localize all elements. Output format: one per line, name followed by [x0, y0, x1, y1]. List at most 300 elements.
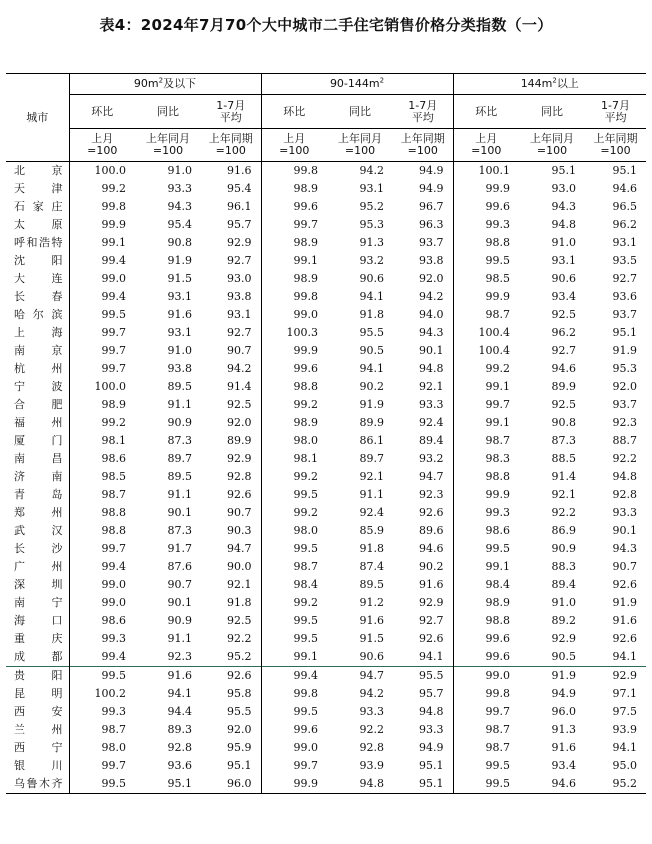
index-value: 90.8 — [167, 236, 192, 249]
index-value: 91.3 — [359, 236, 384, 249]
table-body — [6, 162, 646, 794]
index-value: 99.8 — [261, 162, 327, 181]
city-name: 杭州 — [14, 362, 63, 375]
city-name: 南宁 — [14, 596, 63, 609]
index-value: 99.7 — [261, 216, 327, 234]
index-value: 91.9 — [359, 398, 384, 411]
index-value: 95.1 — [135, 775, 201, 794]
index-value: 94.4 — [167, 705, 192, 718]
index-value: 96.3 — [419, 218, 444, 231]
index-value: 92.3 — [419, 488, 444, 501]
index-value: 99.2 — [453, 360, 519, 378]
index-value: 98.7 — [453, 432, 519, 450]
index-value: 90.0 — [227, 560, 252, 573]
subtype-header: 同比 — [327, 95, 393, 129]
index-value: 92.1 — [551, 488, 577, 501]
index-value: 92.8 — [359, 741, 384, 754]
index-value: 93.2 — [359, 254, 384, 267]
index-value: 93.2 — [419, 452, 444, 465]
index-value: 95.1 — [419, 759, 444, 772]
index-value: 93.0 — [227, 272, 252, 285]
index-value: 93.7 — [612, 398, 638, 411]
index-value: 92.7 — [227, 326, 252, 339]
index-value: 92.7 — [227, 254, 252, 267]
index-value: 92.0 — [227, 723, 252, 736]
base-period-header: 上月 =100 — [261, 129, 327, 162]
index-value: 94.2 — [359, 687, 384, 700]
index-value: 92.0 — [419, 272, 444, 285]
city-name: 济南 — [14, 470, 63, 483]
index-value: 90.1 — [612, 524, 638, 537]
index-value: 88.5 — [551, 452, 577, 465]
index-value: 99.6 — [453, 648, 519, 667]
index-value: 93.3 — [419, 723, 444, 736]
index-value: 99.7 — [261, 757, 327, 775]
index-value: 93.4 — [551, 290, 577, 303]
index-value: 98.7 — [69, 721, 135, 739]
index-value: 98.9 — [261, 414, 327, 432]
index-value: 92.6 — [419, 506, 444, 519]
city-name: 广州 — [14, 560, 63, 573]
city-name: 呼和浩特 — [14, 236, 63, 249]
index-value: 99.5 — [453, 757, 519, 775]
index-value: 92.5 — [227, 614, 252, 627]
index-value: 98.0 — [261, 432, 327, 450]
index-value: 98.4 — [261, 576, 327, 594]
base-period-header: 上年同期 =100 — [585, 129, 646, 162]
index-value: 89.9 — [551, 380, 577, 393]
city-name: 长沙 — [14, 542, 63, 555]
group-header-large: $144m^2$以上 — [453, 74, 646, 95]
index-value: 96.2 — [612, 218, 638, 231]
index-value: 91.6 — [167, 308, 192, 321]
index-value: 92.0 — [612, 380, 638, 393]
index-value: 94.9 — [419, 182, 444, 195]
index-value: 99.9 — [261, 775, 327, 794]
index-value: 96.5 — [612, 200, 638, 213]
index-value: 90.7 — [227, 344, 252, 357]
table-row — [6, 216, 646, 234]
subtype-header: 1-7月 平均 — [393, 95, 453, 129]
table-row — [6, 234, 646, 252]
index-value: 98.3 — [453, 450, 519, 468]
index-value: 94.2 — [419, 290, 444, 303]
city-name: 海口 — [14, 614, 63, 627]
index-value: 98.9 — [69, 396, 135, 414]
index-value: 92.9 — [551, 632, 577, 645]
index-value: 91.2 — [359, 596, 384, 609]
index-value: 95.7 — [419, 687, 444, 700]
index-value: 90.5 — [359, 344, 384, 357]
table-row — [6, 648, 646, 667]
city-name: 北京 — [14, 164, 63, 177]
index-value: 99.9 — [453, 288, 519, 306]
index-value: 91.1 — [167, 632, 192, 645]
index-value: 99.5 — [261, 486, 327, 504]
index-value: 93.1 — [167, 290, 192, 303]
index-value: 93.3 — [612, 506, 638, 519]
group-header-medium: $90-144m^2$ — [261, 74, 453, 95]
index-value: 95.2 — [227, 650, 252, 663]
index-value: 87.3 — [551, 434, 577, 447]
index-value: 92.6 — [227, 488, 252, 501]
index-value: 90.7 — [227, 506, 252, 519]
index-value: 92.0 — [227, 416, 252, 429]
index-value: 95.1 — [612, 164, 638, 177]
index-value: 94.3 — [612, 542, 638, 555]
index-value: 98.8 — [453, 612, 519, 630]
index-value: 96.0 — [201, 775, 261, 794]
index-value: 100.0 — [69, 378, 135, 396]
index-value: 99.0 — [453, 667, 519, 686]
table-row — [6, 342, 646, 360]
city-name: 南昌 — [14, 452, 63, 465]
index-value: 98.7 — [69, 486, 135, 504]
city-name: 天津 — [14, 182, 63, 195]
index-value: 98.4 — [453, 576, 519, 594]
index-value: 92.4 — [419, 416, 444, 429]
city-name: 西安 — [14, 705, 63, 718]
index-value: 92.2 — [612, 452, 638, 465]
index-value: 92.4 — [359, 506, 384, 519]
index-value: 98.8 — [69, 504, 135, 522]
index-value: 94.7 — [227, 542, 252, 555]
index-value: 92.2 — [359, 723, 384, 736]
table-row — [6, 558, 646, 576]
subtype-header: 环比 — [69, 95, 135, 129]
table-row — [6, 594, 646, 612]
index-value: 91.9 — [612, 344, 638, 357]
index-value: 99.0 — [69, 270, 135, 288]
index-value: 86.9 — [551, 524, 577, 537]
index-value: 93.0 — [551, 182, 577, 195]
index-value: 90.9 — [167, 416, 192, 429]
index-value: 95.4 — [167, 218, 192, 231]
group-header-small: $90m^2$及以下 — [69, 74, 261, 95]
index-value: 99.6 — [261, 721, 327, 739]
city-name: 福州 — [14, 416, 63, 429]
index-value: 90.1 — [167, 596, 192, 609]
index-value: 89.5 — [167, 380, 192, 393]
index-value: 92.1 — [359, 470, 384, 483]
price-index-table-container — [6, 73, 646, 794]
index-value: 99.5 — [261, 630, 327, 648]
index-value: 95.5 — [393, 667, 453, 686]
index-value: 93.7 — [419, 236, 444, 249]
index-value: 99.7 — [69, 360, 135, 378]
index-value: 90.1 — [419, 344, 444, 357]
base-period-header: 上年同期 =100 — [393, 129, 453, 162]
index-value: 99.6 — [453, 198, 519, 216]
index-value: 91.4 — [551, 470, 577, 483]
base-period-header: 上年同月 =100 — [519, 129, 585, 162]
index-value: 99.5 — [261, 540, 327, 558]
base-period-header: 上月 =100 — [69, 129, 135, 162]
index-value: 90.6 — [551, 272, 577, 285]
index-value: 92.1 — [419, 380, 444, 393]
city-name: 宁波 — [14, 380, 63, 393]
index-value: 92.7 — [612, 272, 638, 285]
index-value: 92.8 — [612, 488, 638, 501]
index-value: 90.5 — [551, 650, 577, 663]
index-value: 94.9 — [419, 741, 444, 754]
index-value: 92.2 — [551, 506, 577, 519]
index-value: 99.9 — [453, 486, 519, 504]
index-value: 94.6 — [612, 182, 638, 195]
index-value: 99.8 — [453, 685, 519, 703]
index-value: 94.3 — [419, 326, 444, 339]
index-value: 98.6 — [69, 450, 135, 468]
city-name: 武汉 — [14, 524, 63, 537]
index-value: 92.3 — [167, 650, 192, 663]
table-row — [6, 504, 646, 522]
index-value: 89.9 — [227, 434, 252, 447]
index-value: 99.1 — [453, 558, 519, 576]
index-value: 99.4 — [69, 558, 135, 576]
index-value: 97.5 — [612, 705, 638, 718]
city-name: 哈尔滨 — [14, 308, 63, 321]
index-value: 100.0 — [69, 162, 135, 181]
index-value: 91.6 — [135, 667, 201, 686]
city-name: 兰州 — [14, 723, 63, 736]
index-value: 99.5 — [453, 540, 519, 558]
index-value: 99.7 — [69, 342, 135, 360]
subtype-header: 环比 — [261, 95, 327, 129]
table-row — [6, 450, 646, 468]
index-value: 91.1 — [167, 398, 192, 411]
index-value: 98.7 — [453, 739, 519, 757]
index-value: 94.1 — [359, 362, 384, 375]
index-value: 90.3 — [227, 524, 252, 537]
table-row — [6, 198, 646, 216]
index-value: 94.6 — [419, 542, 444, 555]
table-row — [6, 306, 646, 324]
price-index-table — [6, 73, 646, 794]
index-value: 90.6 — [359, 272, 384, 285]
index-value: 91.8 — [359, 542, 384, 555]
table-header — [6, 74, 646, 162]
index-value: 99.2 — [69, 180, 135, 198]
index-value: 99.2 — [261, 468, 327, 486]
table-row — [6, 703, 646, 721]
index-value: 94.8 — [551, 218, 577, 231]
index-value: 93.1 — [167, 326, 192, 339]
index-value: 94.8 — [419, 705, 444, 718]
index-value: 95.1 — [612, 326, 638, 339]
index-value: 94.3 — [551, 200, 577, 213]
index-value: 87.3 — [167, 434, 192, 447]
index-value: 93.9 — [612, 723, 638, 736]
index-value: 90.6 — [359, 650, 384, 663]
index-value: 99.1 — [453, 414, 519, 432]
index-value: 100.4 — [453, 342, 519, 360]
index-value: 94.3 — [167, 200, 192, 213]
city-name: 南京 — [14, 344, 63, 357]
index-value: 93.8 — [227, 290, 252, 303]
index-value: 92.5 — [227, 398, 252, 411]
subtype-header: 1-7月 平均 — [585, 95, 646, 129]
index-value: 90.8 — [551, 416, 577, 429]
index-value: 94.1 — [419, 650, 444, 663]
header-subtype-row — [6, 95, 646, 129]
index-value: 98.6 — [69, 612, 135, 630]
page-title: 表4：2024年7月70个大中城市二手住宅销售价格分类指数（一） — [99, 16, 553, 34]
index-value: 98.1 — [261, 450, 327, 468]
index-value: 89.4 — [419, 434, 444, 447]
index-value: 98.6 — [453, 522, 519, 540]
index-value: 98.8 — [453, 468, 519, 486]
index-value: 92.5 — [551, 398, 577, 411]
index-value: 99.3 — [453, 504, 519, 522]
table-row — [6, 775, 646, 794]
index-value: 85.9 — [359, 524, 384, 537]
index-value: 98.7 — [453, 721, 519, 739]
index-value: 87.3 — [167, 524, 192, 537]
table-row — [6, 162, 646, 181]
index-value: 99.5 — [453, 252, 519, 270]
index-value: 99.1 — [261, 648, 327, 667]
table-row — [6, 685, 646, 703]
index-value: 99.1 — [69, 234, 135, 252]
index-value: 98.7 — [453, 306, 519, 324]
index-value: 89.7 — [167, 452, 192, 465]
index-value: 99.7 — [453, 703, 519, 721]
table-row — [6, 180, 646, 198]
index-value: 96.7 — [419, 200, 444, 213]
index-value: 99.0 — [69, 594, 135, 612]
index-value: 91.0 — [167, 164, 192, 177]
index-value: 99.5 — [69, 306, 135, 324]
index-value: 90.2 — [419, 560, 444, 573]
table-row — [6, 270, 646, 288]
index-value: 99.5 — [453, 775, 519, 794]
subtype-header: 同比 — [135, 95, 201, 129]
city-name: 大连 — [14, 272, 63, 285]
city-name: 青岛 — [14, 488, 63, 501]
index-value: 99.8 — [261, 685, 327, 703]
index-value: 94.1 — [612, 650, 638, 663]
table-row — [6, 324, 646, 342]
index-value: 99.8 — [69, 198, 135, 216]
index-value: 89.5 — [359, 578, 384, 591]
index-value: 94.8 — [327, 775, 393, 794]
index-value: 99.9 — [69, 216, 135, 234]
index-value: 87.4 — [359, 560, 384, 573]
index-value: 99.2 — [261, 396, 327, 414]
index-value: 94.9 — [551, 687, 577, 700]
index-value: 92.6 — [612, 632, 638, 645]
index-value: 94.0 — [419, 308, 444, 321]
index-value: 99.5 — [69, 775, 135, 794]
index-value: 95.5 — [227, 705, 252, 718]
index-value: 94.1 — [167, 687, 192, 700]
index-value: 100.4 — [453, 324, 519, 342]
city-name: 郑州 — [14, 506, 63, 519]
index-value: 91.1 — [167, 488, 192, 501]
index-value: 99.0 — [69, 576, 135, 594]
city-name: 银川 — [14, 759, 63, 772]
index-value: 93.6 — [167, 759, 192, 772]
table-row — [6, 576, 646, 594]
index-value: 95.5 — [359, 326, 384, 339]
index-value: 91.0 — [551, 236, 577, 249]
index-value: 94.2 — [227, 362, 252, 375]
index-value: 89.2 — [551, 614, 577, 627]
index-value: 91.1 — [359, 488, 384, 501]
base-period-header: 上年同月 =100 — [327, 129, 393, 162]
index-value: 93.1 — [551, 254, 577, 267]
index-value: 93.1 — [359, 182, 384, 195]
index-value: 99.3 — [453, 216, 519, 234]
city-name: 长春 — [14, 290, 63, 303]
index-value: 94.6 — [519, 775, 585, 794]
index-value: 87.6 — [167, 560, 192, 573]
index-value: 89.5 — [167, 470, 192, 483]
index-value: 99.2 — [69, 414, 135, 432]
table-row — [6, 721, 646, 739]
index-value: 91.8 — [227, 596, 252, 609]
index-value: 99.7 — [453, 396, 519, 414]
subtype-header: 1-7月 平均 — [201, 95, 261, 129]
index-value: 90.9 — [551, 542, 577, 555]
index-value: 98.9 — [261, 180, 327, 198]
city-name: 西宁 — [14, 741, 63, 754]
city-name: 贵阳 — [6, 667, 69, 686]
index-value: 93.6 — [612, 290, 638, 303]
index-value: 94.8 — [419, 362, 444, 375]
index-value: 95.8 — [227, 687, 252, 700]
index-value: 92.2 — [227, 632, 252, 645]
index-value: 96.2 — [551, 326, 577, 339]
table-row — [6, 540, 646, 558]
table-row — [6, 612, 646, 630]
index-value: 95.3 — [612, 362, 638, 375]
index-value: 99.8 — [261, 288, 327, 306]
index-value: 99.4 — [69, 648, 135, 667]
index-value: 86.1 — [359, 434, 384, 447]
index-value: 100.2 — [69, 685, 135, 703]
index-value: 99.3 — [69, 630, 135, 648]
index-value: 98.8 — [69, 522, 135, 540]
index-value: 92.6 — [612, 578, 638, 591]
index-value: 99.6 — [453, 630, 519, 648]
index-value: 89.9 — [359, 416, 384, 429]
index-value: 99.9 — [453, 180, 519, 198]
index-value: 92.8 — [227, 470, 252, 483]
index-value: 92.7 — [551, 344, 577, 357]
subtype-header: 环比 — [453, 95, 519, 129]
index-value: 92.6 — [419, 632, 444, 645]
index-value: 100.3 — [261, 324, 327, 342]
index-value: 100.1 — [453, 162, 519, 181]
index-value: 93.4 — [551, 759, 577, 772]
index-value: 91.6 — [227, 164, 252, 177]
index-value: 92.9 — [419, 596, 444, 609]
index-value: 95.1 — [227, 759, 252, 772]
city-name: 成都 — [14, 650, 63, 663]
table-row — [6, 630, 646, 648]
index-value: 91.6 — [419, 578, 444, 591]
index-value: 93.8 — [419, 254, 444, 267]
city-name: 重庆 — [14, 632, 63, 645]
index-value: 99.9 — [261, 342, 327, 360]
index-value: 91.4 — [227, 380, 252, 393]
index-value: 94.6 — [551, 362, 577, 375]
index-value: 99.0 — [261, 306, 327, 324]
table-row — [6, 468, 646, 486]
index-value: 99.6 — [261, 198, 327, 216]
index-value: 98.7 — [261, 558, 327, 576]
